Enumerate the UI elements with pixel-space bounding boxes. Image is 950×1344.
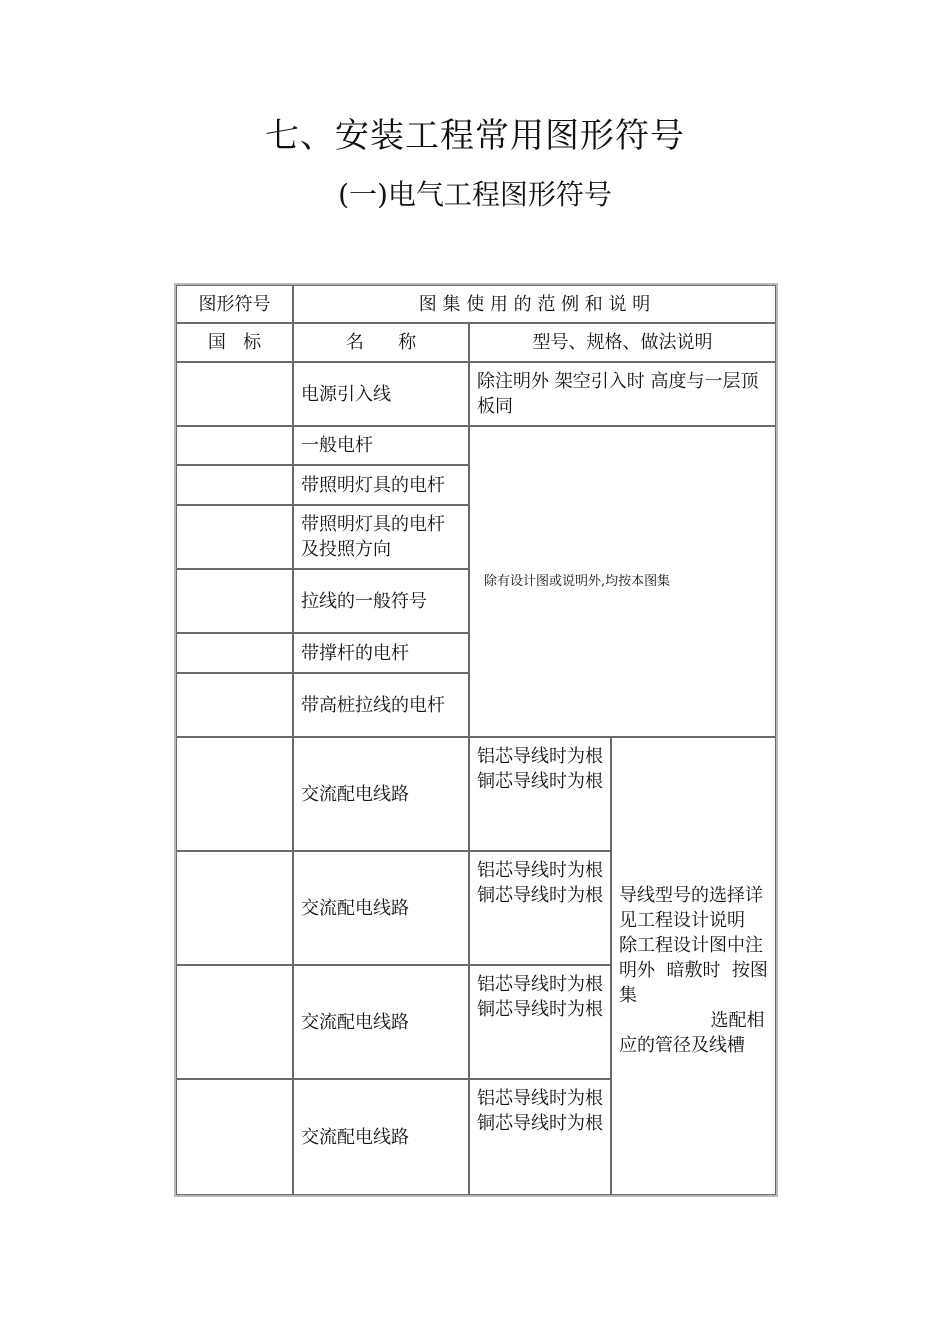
symbol-cell xyxy=(176,851,293,965)
symbol-cell xyxy=(176,633,293,673)
header-name-cell: 名 称 xyxy=(293,323,469,362)
name-cell: 带照明灯具的电杆 xyxy=(293,465,469,505)
symbol-table xyxy=(174,283,778,1197)
name-cell: 交流配电线路 xyxy=(293,965,469,1079)
header-national-cell: 国 标 xyxy=(176,323,293,362)
symbol-cell xyxy=(176,1079,293,1195)
header-usage-cell: 图 集 使 用 的 范 例 和 说 明 xyxy=(293,285,776,323)
name-cell: 交流配电线路 xyxy=(293,1079,469,1195)
spec-cell: 铝芯导线时为根 铜芯导线时为根 xyxy=(469,1079,611,1195)
symbol-cell xyxy=(176,965,293,1079)
spec-cell: 铝芯导线时为根 铜芯导线时为根 xyxy=(469,851,611,965)
header-symbol-cell: 图形符号 xyxy=(176,285,293,323)
symbol-cell xyxy=(176,505,293,569)
spec-cell: 除注明外 架空引入时 高度与一层顶板同 xyxy=(469,362,776,426)
symbol-cell xyxy=(176,569,293,633)
name-cell: 交流配电线路 xyxy=(293,737,469,851)
name-cell: 交流配电线路 xyxy=(293,851,469,965)
symbol-cell xyxy=(176,673,293,737)
name-cell: 一般电杆 xyxy=(293,426,469,465)
symbol-cell xyxy=(176,426,293,465)
spec-cell: 铝芯导线时为根 铜芯导线时为根 xyxy=(469,965,611,1079)
symbol-cell xyxy=(176,737,293,851)
symbol-cell xyxy=(176,362,293,426)
spec-cell: 铝芯导线时为根 铜芯导线时为根 xyxy=(469,737,611,851)
name-cell: 带照明灯具的电杆及投照方向 xyxy=(293,505,469,569)
poles-note-cell: 除有设计图或说明外,均按本图集 xyxy=(469,426,776,737)
name-cell: 带高桩拉线的电杆 xyxy=(293,673,469,737)
section-subtitle: (一)电气工程图形符号 xyxy=(338,178,612,211)
page-title: 七、安装工程常用图形符号 xyxy=(265,116,685,156)
lines-note-cell: 导线型号的选择详见工程设计说明 除工程设计图中注明外 暗敷时 按图集 选配相应的管径及线槽 xyxy=(611,737,776,1195)
header-spec-cell: 型号、规格、做法说明 xyxy=(469,323,776,362)
name-cell: 带撑杆的电杆 xyxy=(293,633,469,673)
name-cell: 拉线的一般符号 xyxy=(293,569,469,633)
symbol-cell xyxy=(176,465,293,505)
name-cell: 电源引入线 xyxy=(293,362,469,426)
